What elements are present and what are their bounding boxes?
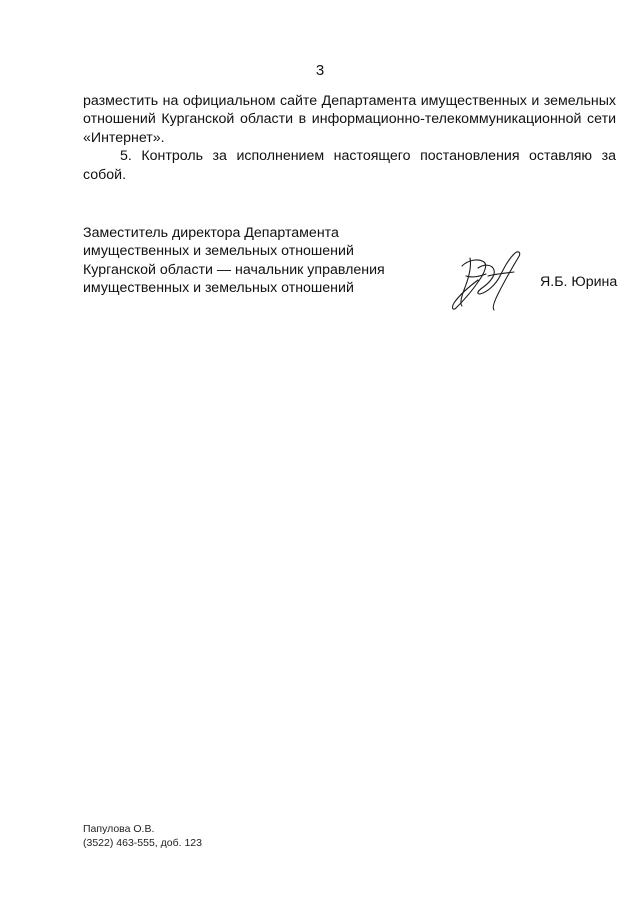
position-line: имущественных и земельных отношений <box>83 243 354 260</box>
signatory-position <box>83 224 385 298</box>
body-paragraph-item-5: 5. Контроль за исполнением настоящего постановления оставляю за собой. <box>83 148 616 183</box>
position-line: Курганской области — начальник управления <box>83 261 385 278</box>
position-line: Заместитель директора Департамента <box>83 225 339 241</box>
executor-phone: (3522) 463-555, доб. 123 <box>83 836 202 849</box>
position-line: имущественных и земельных отношений <box>83 280 354 297</box>
executor-footer <box>83 823 202 850</box>
body-paragraph-continuation: разместить на официальном сайте Департамента имущественных и земельных отношений Курганской области в информационно-телекоммуникационной сети «Интернет». <box>83 93 616 146</box>
handwritten-signature-icon <box>448 246 530 314</box>
page-number: 3 <box>315 62 325 79</box>
document-body <box>83 92 616 184</box>
executor-name: Папулова О.В. <box>83 823 155 835</box>
signer-name: Я.Б. Юрина <box>540 274 618 290</box>
